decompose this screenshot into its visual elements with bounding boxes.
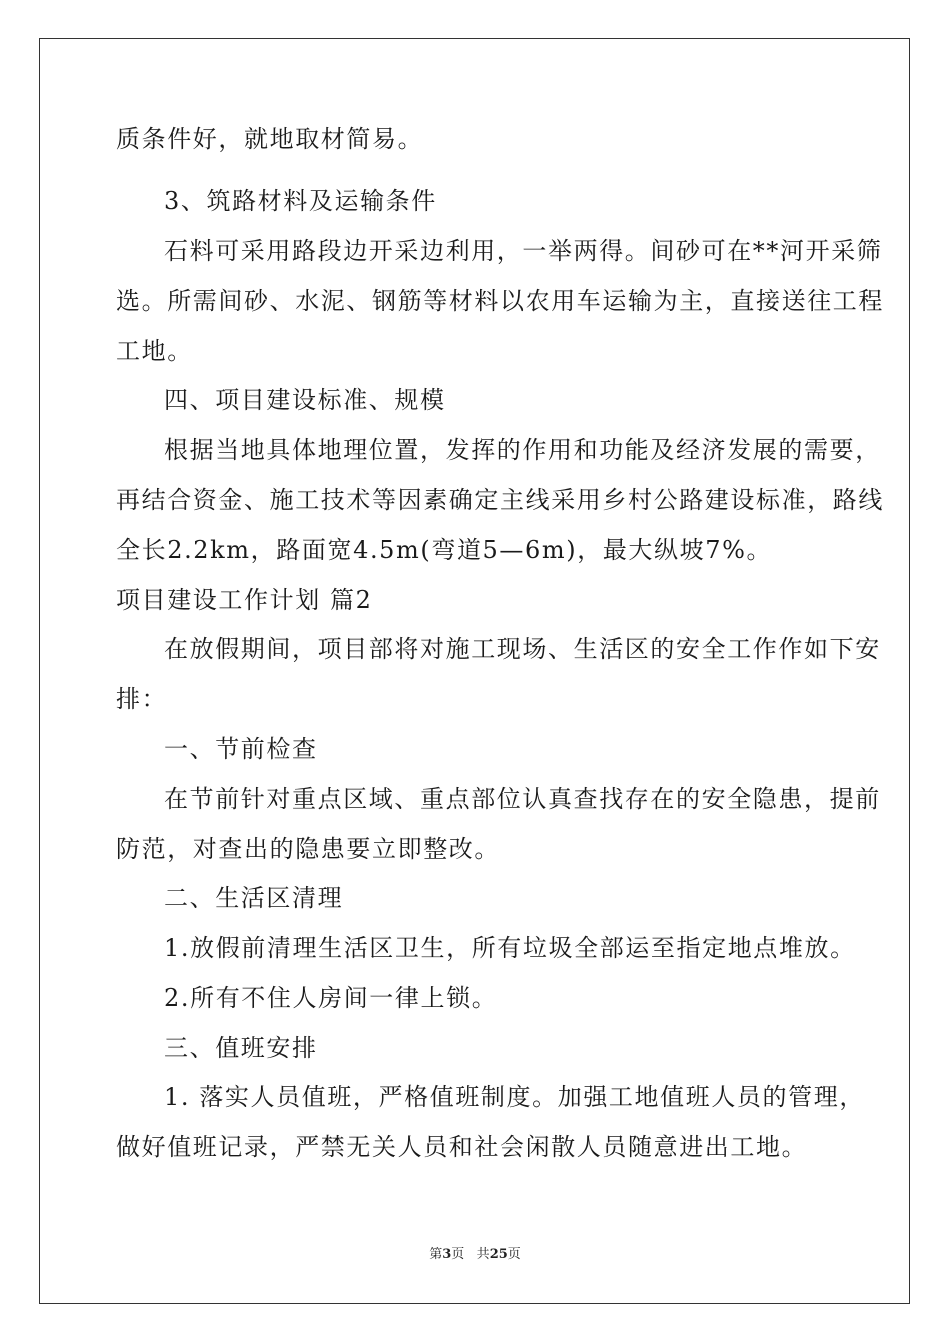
section-heading: 二、生活区清理: [164, 884, 344, 912]
total-suffix: 页: [507, 1247, 521, 1262]
section-heading: 四、项目建设标准、规模: [164, 386, 446, 414]
document-section-title: 项目建设工作计划 篇2: [116, 586, 373, 614]
page-current: 3: [442, 1247, 452, 1262]
total-prefix: 共: [476, 1247, 490, 1262]
page-total: 25: [489, 1247, 508, 1262]
page-suffix: 页: [451, 1247, 465, 1262]
paragraph-line: 在节前针对重点区域、重点部位认真查找存在的安全隐患，提前: [164, 785, 881, 813]
paragraph-line: 选。所需间砂、水泥、钢筋等材料以农用车运输为主，直接送往工程: [116, 287, 884, 315]
list-item: 1. 落实人员值班，严格值班制度。加强工地值班人员的管理，: [164, 1083, 865, 1111]
paragraph-line: 做好值班记录，严禁无关人员和社会闲散人员随意进出工地。: [116, 1133, 808, 1161]
page-prefix: 第: [429, 1247, 443, 1262]
page-border: [39, 38, 910, 1304]
section-heading: 3、筑路材料及运输条件: [164, 187, 437, 215]
paragraph-line: 工地。: [116, 337, 193, 365]
list-item: 2.所有不住人房间一律上锁。: [164, 984, 498, 1012]
section-heading: 三、值班安排: [164, 1034, 318, 1062]
paragraph-line: 根据当地具体地理位置，发挥的作用和功能及经济发展的需要，: [164, 436, 881, 464]
paragraph-line: 全长2.2km，路面宽4.5m(弯道5—6m)，最大纵坡7%。: [116, 536, 773, 564]
section-heading: 一、节前检查: [164, 735, 318, 763]
page-footer: [0, 1247, 950, 1263]
paragraph-line: 再结合资金、施工技术等因素确定主线采用乡村公路建设标准，路线: [116, 486, 884, 514]
paragraph-line: 在放假期间，项目部将对施工现场、生活区的安全工作作如下安: [164, 635, 881, 663]
paragraph-line: 防范，对查出的隐患要立即整改。: [116, 835, 500, 863]
paragraph-line: 排：: [116, 685, 168, 713]
paragraph-line: 质条件好，就地取材简易。: [116, 125, 424, 153]
list-item: 1.放假前清理生活区卫生，所有垃圾全部运至指定地点堆放。: [164, 934, 856, 962]
paragraph-line: 石料可采用路段边开采边利用，一举两得。间砂可在**河开采筛: [164, 237, 883, 265]
